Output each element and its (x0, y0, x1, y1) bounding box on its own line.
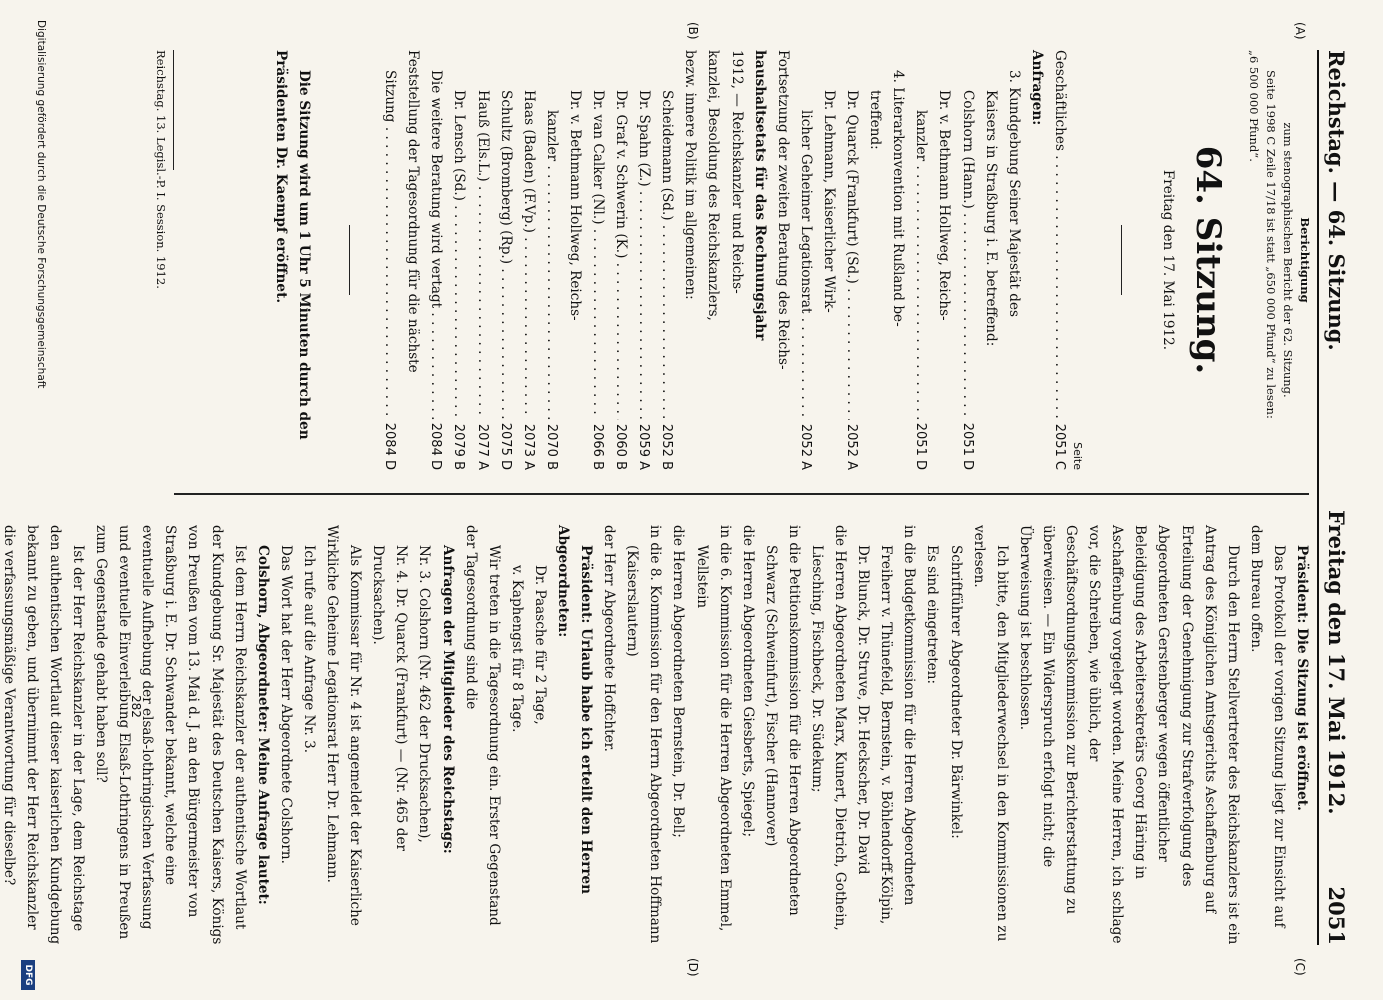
toc-entry (632, 50, 655, 470)
opening-line-2: Präsidenten Dr. Kaempf eröffnet. (273, 50, 289, 304)
toc-page: 2079 B (451, 423, 467, 470)
paragraph: Ist dem Herrn Reichskanzler der authentische Wortlaut der Kundgebung Sr. Majestät des Deutschen Kaisers, Königs von Preußen vom 13. Mai d. J. an den Bürgermeister von Straßburg i. E. Dr. Schwander bekannt, welche eine eventuelle Aufhebung der elsaß-lothringischen Verfassung und eventuelle Einverleibung Elsaß-Lothringens in Preußen zum Gegenstande gehabt haben soll? (93, 525, 248, 945)
paragraph: in die 6. Kommission für die Herren Abgeordneten Emmel, Wellstein (693, 525, 733, 932)
table-of-contents (378, 50, 1083, 470)
toc-entry (447, 50, 470, 470)
toc-text: Colshorn (Hann.) . . . (955, 90, 978, 420)
paragraph: Schriftführer Abgeordneter Dr. Bärwinkel: (947, 545, 964, 839)
toc-heading: Anfragen: (1028, 50, 1045, 126)
correction-line-1: Seite 1998 C Zeile 17/18 ist statt „650 000 Pfund“ zu lesen: (1264, 70, 1278, 419)
toc-text: Dr. Lensch (Sd.) . . . (447, 90, 470, 420)
toc-page: 2052 A (844, 423, 860, 470)
toc-entry (378, 50, 401, 470)
correction-subtitle: zum stenographischen Bericht der 62. Sitzung. (1281, 122, 1295, 398)
toc-text: Fortsetzung der zweiten Beratung des Reichs- (774, 50, 791, 370)
margin-marker-c: (C) (1293, 958, 1307, 976)
scan-page-number: 282 (129, 695, 143, 718)
toc-text: licher Geheimer Legationsrat . . . (794, 110, 817, 420)
paragraph: Durch den Herrn Stellvertreter des Reichskanzlers ist ein Antrag des Königlichen Amtsgerichts Aschaffenburg auf Erteilung der Genehmigung zur Strafverfolgung des Abgeordneten Gerstenberger wegen öffentlicher Beleidigung des Arbeitersekretärs Georg Häring in Aschaffenburg vorgelegt worden. Meine Herren, ich schlage vor, die Schreiben, wie üblich, der Geschäftsordnungskommission zur Berichterstattung zu überweisen. — Ein Widerspruch erfolgt nicht; die Überweisung ist beschlossen. (1016, 525, 1241, 945)
toc-text: kanzlei, Besoldung des Reichskanzlers, (705, 50, 722, 321)
toc-text: Schultz (Bromberg) (Rp.) . . . (494, 90, 517, 420)
toc-text: Dr. v. Bethmann Hollweg, Reichs- (936, 90, 953, 321)
toc-entry (794, 50, 817, 470)
paragraph: Präsident: Urlaub habe ich erteilt den Herren Abgeordneten: (555, 525, 595, 895)
header-date: Freitag den 17. Mai 1912. (1324, 510, 1349, 815)
toc-text: Haas (Baden) (F.Vp.) . . . (517, 90, 540, 420)
paragraph: in die 8. Kommission für den Herrn Abgeordneten Hoffmann (Kaiserslautern) (624, 525, 664, 944)
toc-page: 2051 D (913, 422, 929, 470)
toc-text: Dr. van Calker (Nl.) . . . (586, 90, 609, 420)
header-page-number: 2051 (1324, 886, 1349, 945)
toc-page: 2052 A (797, 423, 813, 470)
toc-entry (840, 50, 863, 470)
correction-notice (1245, 50, 1313, 470)
toc-entry (955, 50, 978, 470)
toc-text: 3. Kundgebung Seiner Majestät des (1005, 70, 1022, 317)
paragraph: Präsident: Die Sitzung ist eröffnet. (1294, 545, 1310, 811)
toc-text: Hauß (Els.L.) . . . (470, 90, 493, 420)
toc-text: Dr. Lehmann, Kaiserlicher Wirk- (820, 90, 837, 313)
toc-entry (1048, 50, 1071, 470)
paragraph: die Herren Abgeordneten Bernstein, Dr. Bell; (670, 525, 687, 838)
toc-page: 2070 B (543, 423, 559, 470)
divider-rule (349, 225, 350, 295)
toc-page: 2059 A (636, 423, 652, 470)
toc-text: Sitzung . . . (378, 70, 401, 420)
header-left: Reichstag. — 64. Sitzung. (1324, 50, 1349, 351)
session-title: 64. Sitzung. (1188, 145, 1228, 375)
paragraph: Nr. 4. Dr. Quarck (Frankfurt) — (Nr. 465 der Drucksachen). (370, 545, 410, 852)
toc-text: Kaisers in Straßburg i. E. betreffend: (982, 90, 999, 347)
toc-page: 2052 B (659, 423, 675, 470)
column-divider (174, 493, 1309, 495)
paragraph: Wir treten in die Tagesordnung ein. Erster Gegenstand der Tagesordnung sind die (462, 525, 502, 926)
toc-seite-label: Seite (1070, 442, 1084, 470)
paragraph: in die Budgetkommission für die Herren Abgeordneten Freiherr v. Thünefeld, Bernstein, v. Böhlendorff-Kölpin, Dr. Blunck, Dr. Struve, Dr. Heckscher, Dr. David (855, 525, 918, 925)
toc-text: kanzler . . . (540, 110, 563, 420)
toc-text: kanzler . . . (909, 110, 932, 420)
right-column (0, 525, 1313, 945)
toc-text: Die weitere Beratung wird vertagt . . . (424, 70, 447, 420)
toc-page: 2084 D (428, 422, 444, 470)
toc-page: 2075 D (497, 422, 513, 470)
toc-entry (586, 50, 609, 470)
toc-text: Dr. Spahn (Z.) . . . (632, 90, 655, 420)
dfg-logo: DFG (21, 960, 35, 990)
paragraph: v. Kaphengst für 8 Tage. (508, 565, 525, 733)
toc-page: 2051 C (1051, 423, 1067, 470)
paragraph: Ich bitte, den Mitgliederwechsel in den Kommissionen zu verlesen. (970, 525, 1010, 942)
toc-entry (540, 50, 563, 470)
toc-entry (494, 50, 517, 470)
paragraph: in die Petitionskommission für die Herren Abgeordneten Schwarz (Schweinfurt), Fischer (Hannover) (762, 525, 802, 916)
footer-text: Reichstag. 13. Legisl.-P. I. Session. 1912. (154, 50, 168, 289)
toc-text: Scheidemann (Sd.) . . . (655, 90, 678, 420)
paragraph: Ist der Herr Reichskanzler in der Lage, dem Reichstage den authentischen Wortlaut dieser kaiserlichen Kundgebung bekannt zu geben, und übernimmt der Herr Reichskanzler die verfassungsmäßige Verantwortung für dieselbe? (0, 525, 87, 945)
toc-page: 2060 B (613, 423, 629, 470)
margin-marker-a: (A) (1293, 22, 1307, 40)
paragraph: Colshorn, Abgeordneter: Meine Anfrage lautet: (254, 545, 271, 905)
toc-page: 2084 D (382, 422, 398, 470)
paragraph: Dr. Paasche für 2 Tage, (531, 565, 548, 725)
toc-text: treffend: (867, 90, 884, 150)
toc-text: 1912, — Reichskanzler und Reichs- (728, 50, 745, 294)
paragraph: Anfragen der Mitglieder des Reichstags: (439, 545, 456, 854)
toc-text: bezw. innere Politik im allgemeinen: (682, 50, 699, 300)
toc-text: 4. Literarkonvention mit Rußland be- (890, 70, 907, 327)
paragraph: Es sind eingetreten: (924, 545, 941, 685)
left-column (269, 50, 1313, 470)
paragraph: Das Protokoll der vorigen Sitzung liegt zur Einsicht auf dem Bureau offen. (1247, 525, 1287, 928)
digitization-credit: Digitalisierung gefördert durch die Deutsche Forschungsgemeinschaft (35, 20, 47, 389)
toc-entry (517, 50, 540, 470)
toc-page: 2051 D (959, 422, 975, 470)
page-header (1317, 50, 1363, 945)
margin-marker-d: (D) (686, 958, 700, 977)
paragraph: Das Wort hat der Herr Abgeordnete Colshorn. (277, 545, 294, 864)
toc-text: Geschäftliches . . . (1048, 50, 1071, 420)
paragraph: Nr. 3. Colshorn (Nr. 462 der Drucksachen), (416, 545, 433, 843)
toc-text: Dr. Quarck (Frankfurt) (Sd.) . . . (840, 90, 863, 420)
paragraph: die Herren Abgeordneten Giesberts, Spiegel; (739, 525, 756, 838)
toc-text: Dr. v. Bethmann Hollweg, Reichs- (566, 90, 583, 321)
toc-entry (655, 50, 678, 470)
correction-title: Berichtigung (1298, 217, 1312, 303)
correction-line-2: „6 500 000 Pfund“. (1247, 50, 1261, 162)
session-date: Freitag den 17. Mai 1912. (1160, 169, 1176, 351)
toc-page: 2077 A (474, 423, 490, 470)
toc-page: 2073 A (520, 423, 536, 470)
paragraph: der Herr Abgeordnete Hoffchter. (601, 525, 618, 752)
toc-entry (909, 50, 932, 470)
paragraph: Ich rufe auf die Anfrage Nr. 3. (300, 545, 317, 754)
toc-text: Feststellung der Tagesordnung für die nächste (405, 50, 422, 373)
toc-text: haushaltsetats für das Rechnungsjahr (751, 50, 768, 341)
toc-entry (609, 50, 632, 470)
footer-rule (173, 50, 174, 170)
toc-text: Dr. Graf v. Schwerin (K.) . . . (609, 90, 632, 420)
divider-rule (1121, 225, 1122, 295)
paragraph: die Herren Abgeordneten Marx, Kunert, Dietrich, Gothein, Liesching, Fischbeck, Dr. Südekum; (809, 525, 849, 931)
page-footer (154, 50, 168, 470)
toc-page: 2066 B (590, 423, 606, 470)
toc-entry (424, 50, 447, 470)
margin-marker-b: (B) (686, 22, 700, 40)
paragraph: Als Kommissar für Nr. 4 ist angemeldet der Kaiserliche Wirkliche Geheime Legationsrat Herr Dr. Lehmann. (324, 525, 364, 926)
toc-entry (470, 50, 493, 470)
opening-line-1: Die Sitzung wird um 1 Uhr 5 Minuten durch den (296, 70, 313, 440)
